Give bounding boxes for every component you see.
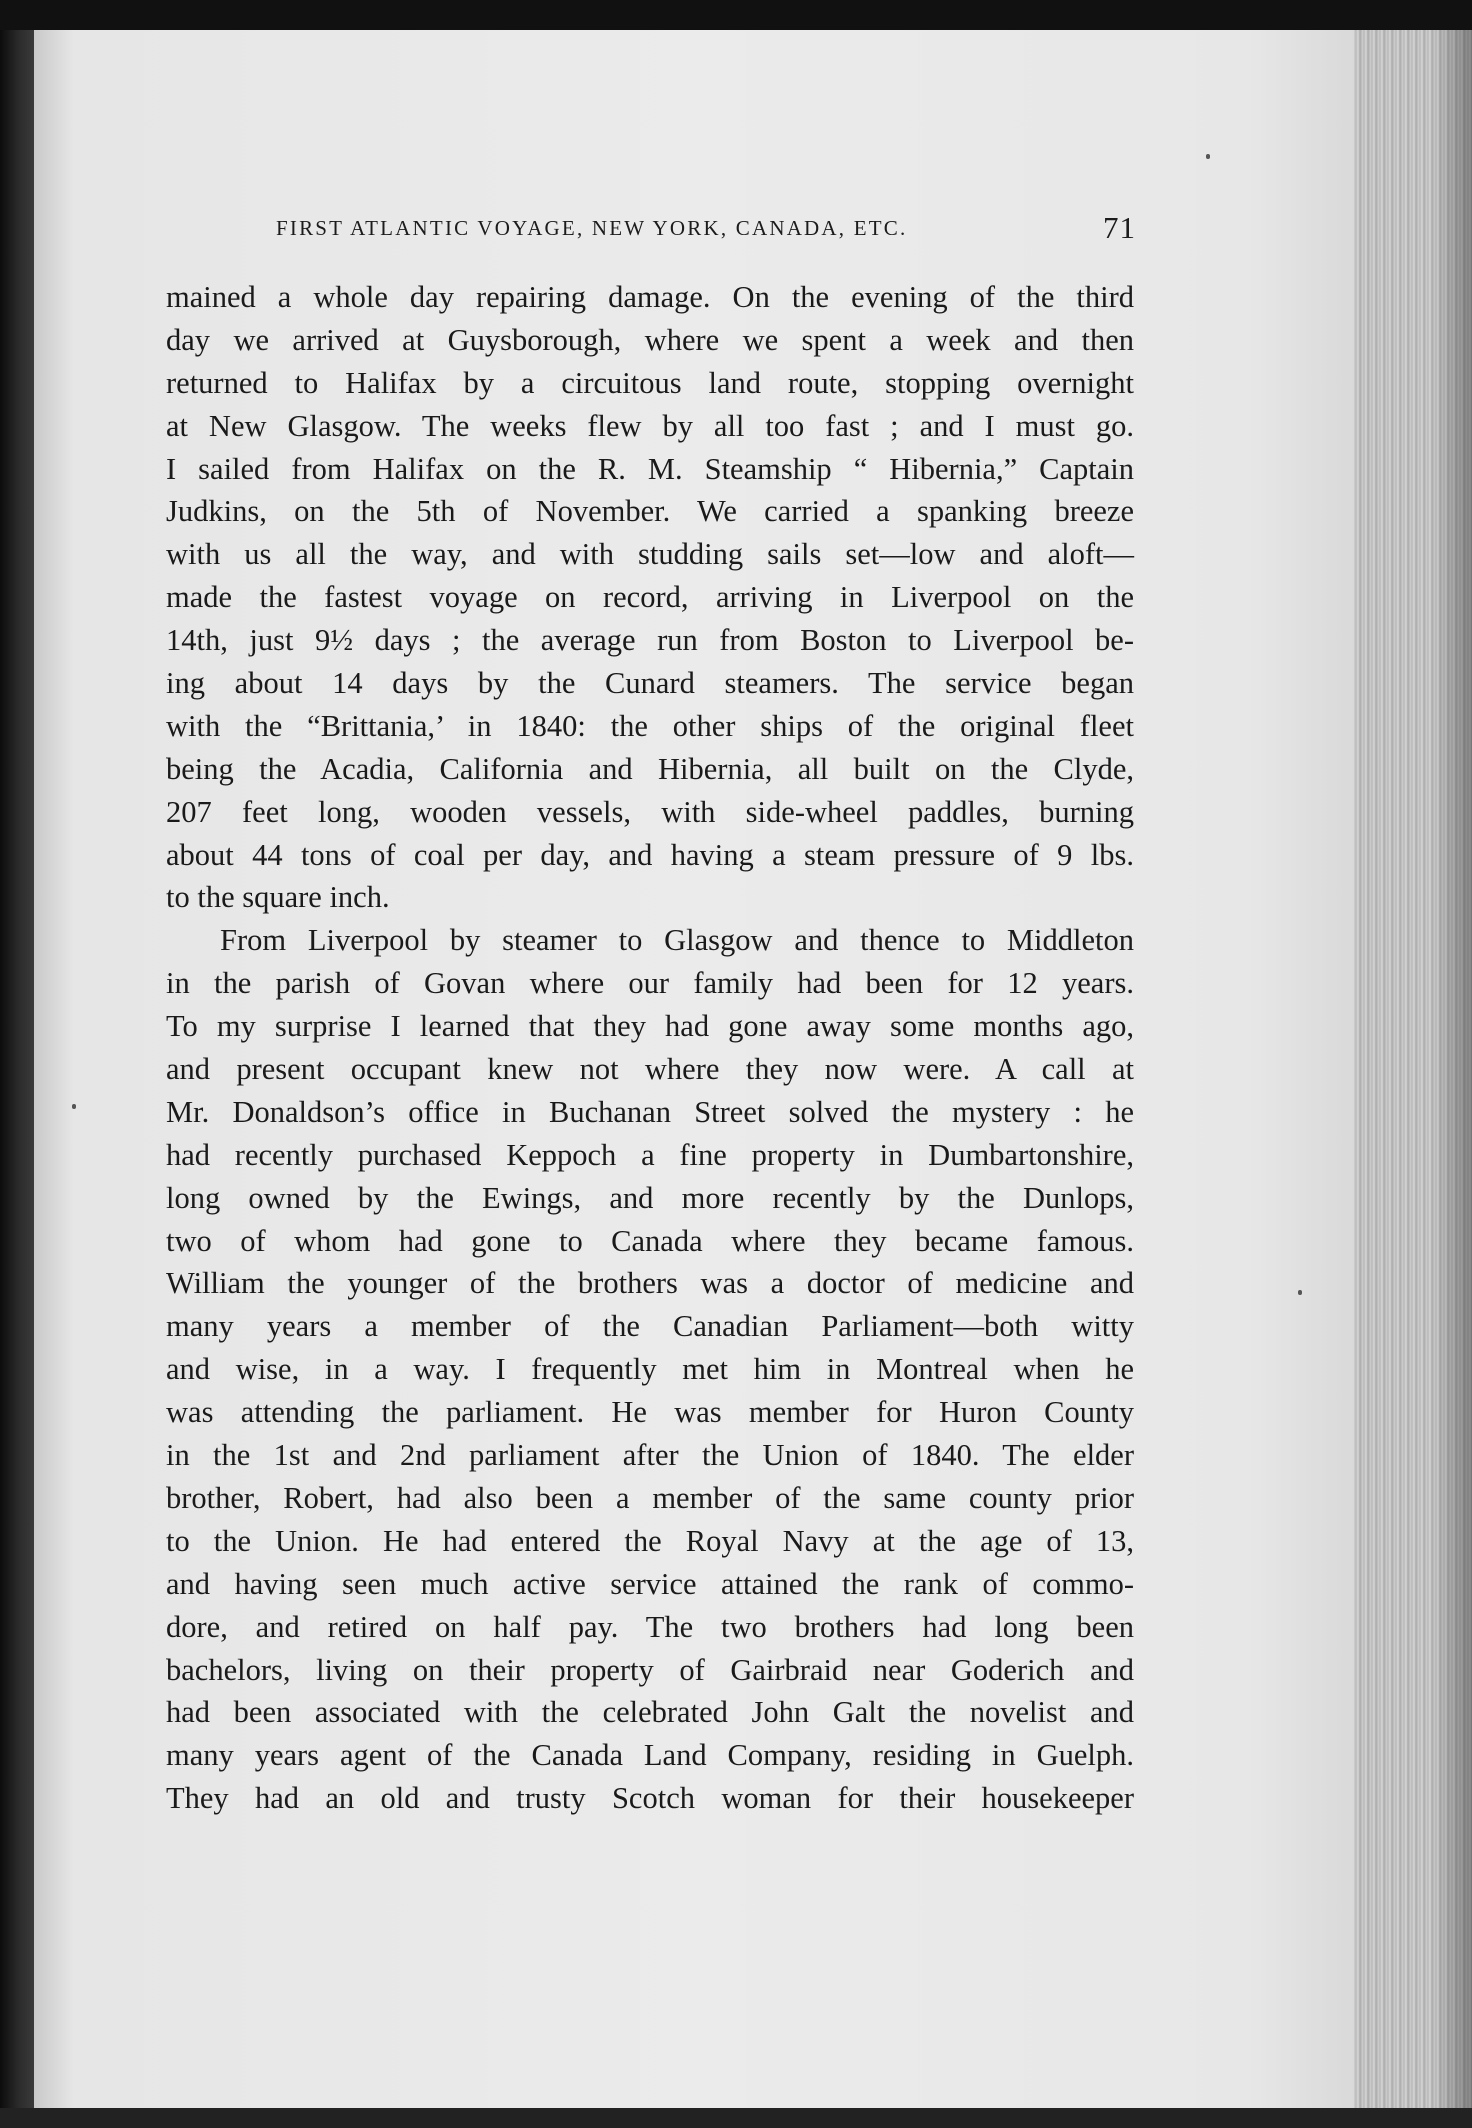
text-line: two of whom had gone to Canada where they became famous. <box>166 1223 1134 1258</box>
dust-speck <box>1298 1290 1302 1295</box>
text-line: had been associated with the celebrated John Galt the novelist and <box>166 1695 1134 1730</box>
text-line: From Liverpool by steamer to Glasgow and thence to Middleton <box>220 923 1134 958</box>
text-line: ing about 14 days by the Cunard steamers. The service began <box>166 666 1134 701</box>
text-line: in the parish of Govan where our family had been for 12 years. <box>166 966 1134 1001</box>
text-line: being the Acadia, California and Hibernia, all built on the Clyde, <box>166 751 1134 786</box>
text-line: to the Union. He had entered the Royal Navy at the age of 13, <box>166 1523 1134 1558</box>
dust-speck <box>72 1104 76 1109</box>
text-line: mained a whole day repairing damage. On the evening of the third <box>166 280 1134 314</box>
text-line: to the square inch. <box>166 880 390 915</box>
page-number: 71 <box>1103 210 1136 245</box>
text-line: I sailed from Halifax on the R. M. Steamship “ Hibernia,” Captain <box>166 451 1134 486</box>
text-line: day we arrived at Guysborough, where we spent a week and then <box>166 322 1134 357</box>
text-line: 14th, just 9½ days ; the average run from Boston to Liverpool be- <box>166 623 1134 658</box>
text-line: 207 feet long, wooden vessels, with side-wheel paddles, burning <box>166 794 1134 829</box>
text-line: made the fastest voyage on record, arriving in Liverpool on the <box>166 580 1134 615</box>
dust-speck <box>1206 154 1210 159</box>
text-line: Mr. Donaldson’s office in Buchanan Street solved the mystery : he <box>166 1094 1134 1129</box>
text-line: many years agent of the Canada Land Company, residing in Guelph. <box>166 1738 1134 1773</box>
text-line: with the “Brittania,’ in 1840: the other ships of the original fleet <box>166 708 1134 743</box>
text-line: and present occupant knew not where they now were. A call at <box>166 1052 1134 1087</box>
scan-frame-top <box>0 0 1472 30</box>
text-line: many years a member of the Canadian Parliament—both witty <box>166 1309 1134 1344</box>
text-line: about 44 tons of coal per day, and having a steam pressure of 9 lbs. <box>166 837 1134 872</box>
text-line: and wise, in a way. I frequently met him in Montreal when he <box>166 1352 1134 1387</box>
paragraph <box>166 919 1134 1820</box>
text-line: at New Glasgow. The weeks flew by all too fast ; and I must go. <box>166 408 1134 443</box>
body-text <box>166 276 1134 1820</box>
book-binding <box>0 30 34 2108</box>
text-line: was attending the parliament. He was member for Huron County <box>166 1395 1134 1430</box>
text-line: with us all the way, and with studding sails set—low and aloft— <box>166 537 1134 572</box>
running-head-title: FIRST ATLANTIC VOYAGE, NEW YORK, CANADA, ETC. <box>276 216 908 240</box>
page-edges <box>1354 30 1472 2108</box>
text-line: had recently purchased Keppoch a fine property in Dumbartonshire, <box>166 1137 1134 1172</box>
text-line: returned to Halifax by a circuitous land route, stopping overnight <box>166 365 1134 400</box>
scan-frame-bottom <box>0 2108 1472 2128</box>
paragraph <box>166 276 1134 919</box>
text-line: To my surprise I learned that they had gone away some months ago, <box>166 1009 1134 1044</box>
text-line: Judkins, on the 5th of November. We carried a spanking breeze <box>166 494 1134 529</box>
text-line: bachelors, living on their property of Gairbraid near Goderich and <box>166 1652 1134 1687</box>
text-line: They had an old and trusty Scotch woman for their housekeeper <box>166 1781 1134 1816</box>
text-line: in the 1st and 2nd parliament after the Union of 1840. The elder <box>166 1438 1134 1473</box>
running-head <box>276 210 1136 250</box>
text-line: dore, and retired on half pay. The two brothers had long been <box>166 1609 1134 1644</box>
text-line: long owned by the Ewings, and more recently by the Dunlops, <box>166 1180 1134 1215</box>
text-line: brother, Robert, had also been a member of the same county prior <box>166 1480 1134 1515</box>
text-line: William the younger of the brothers was a doctor of medicine and <box>166 1266 1134 1301</box>
text-line: and having seen much active service attained the rank of commo- <box>166 1566 1134 1601</box>
